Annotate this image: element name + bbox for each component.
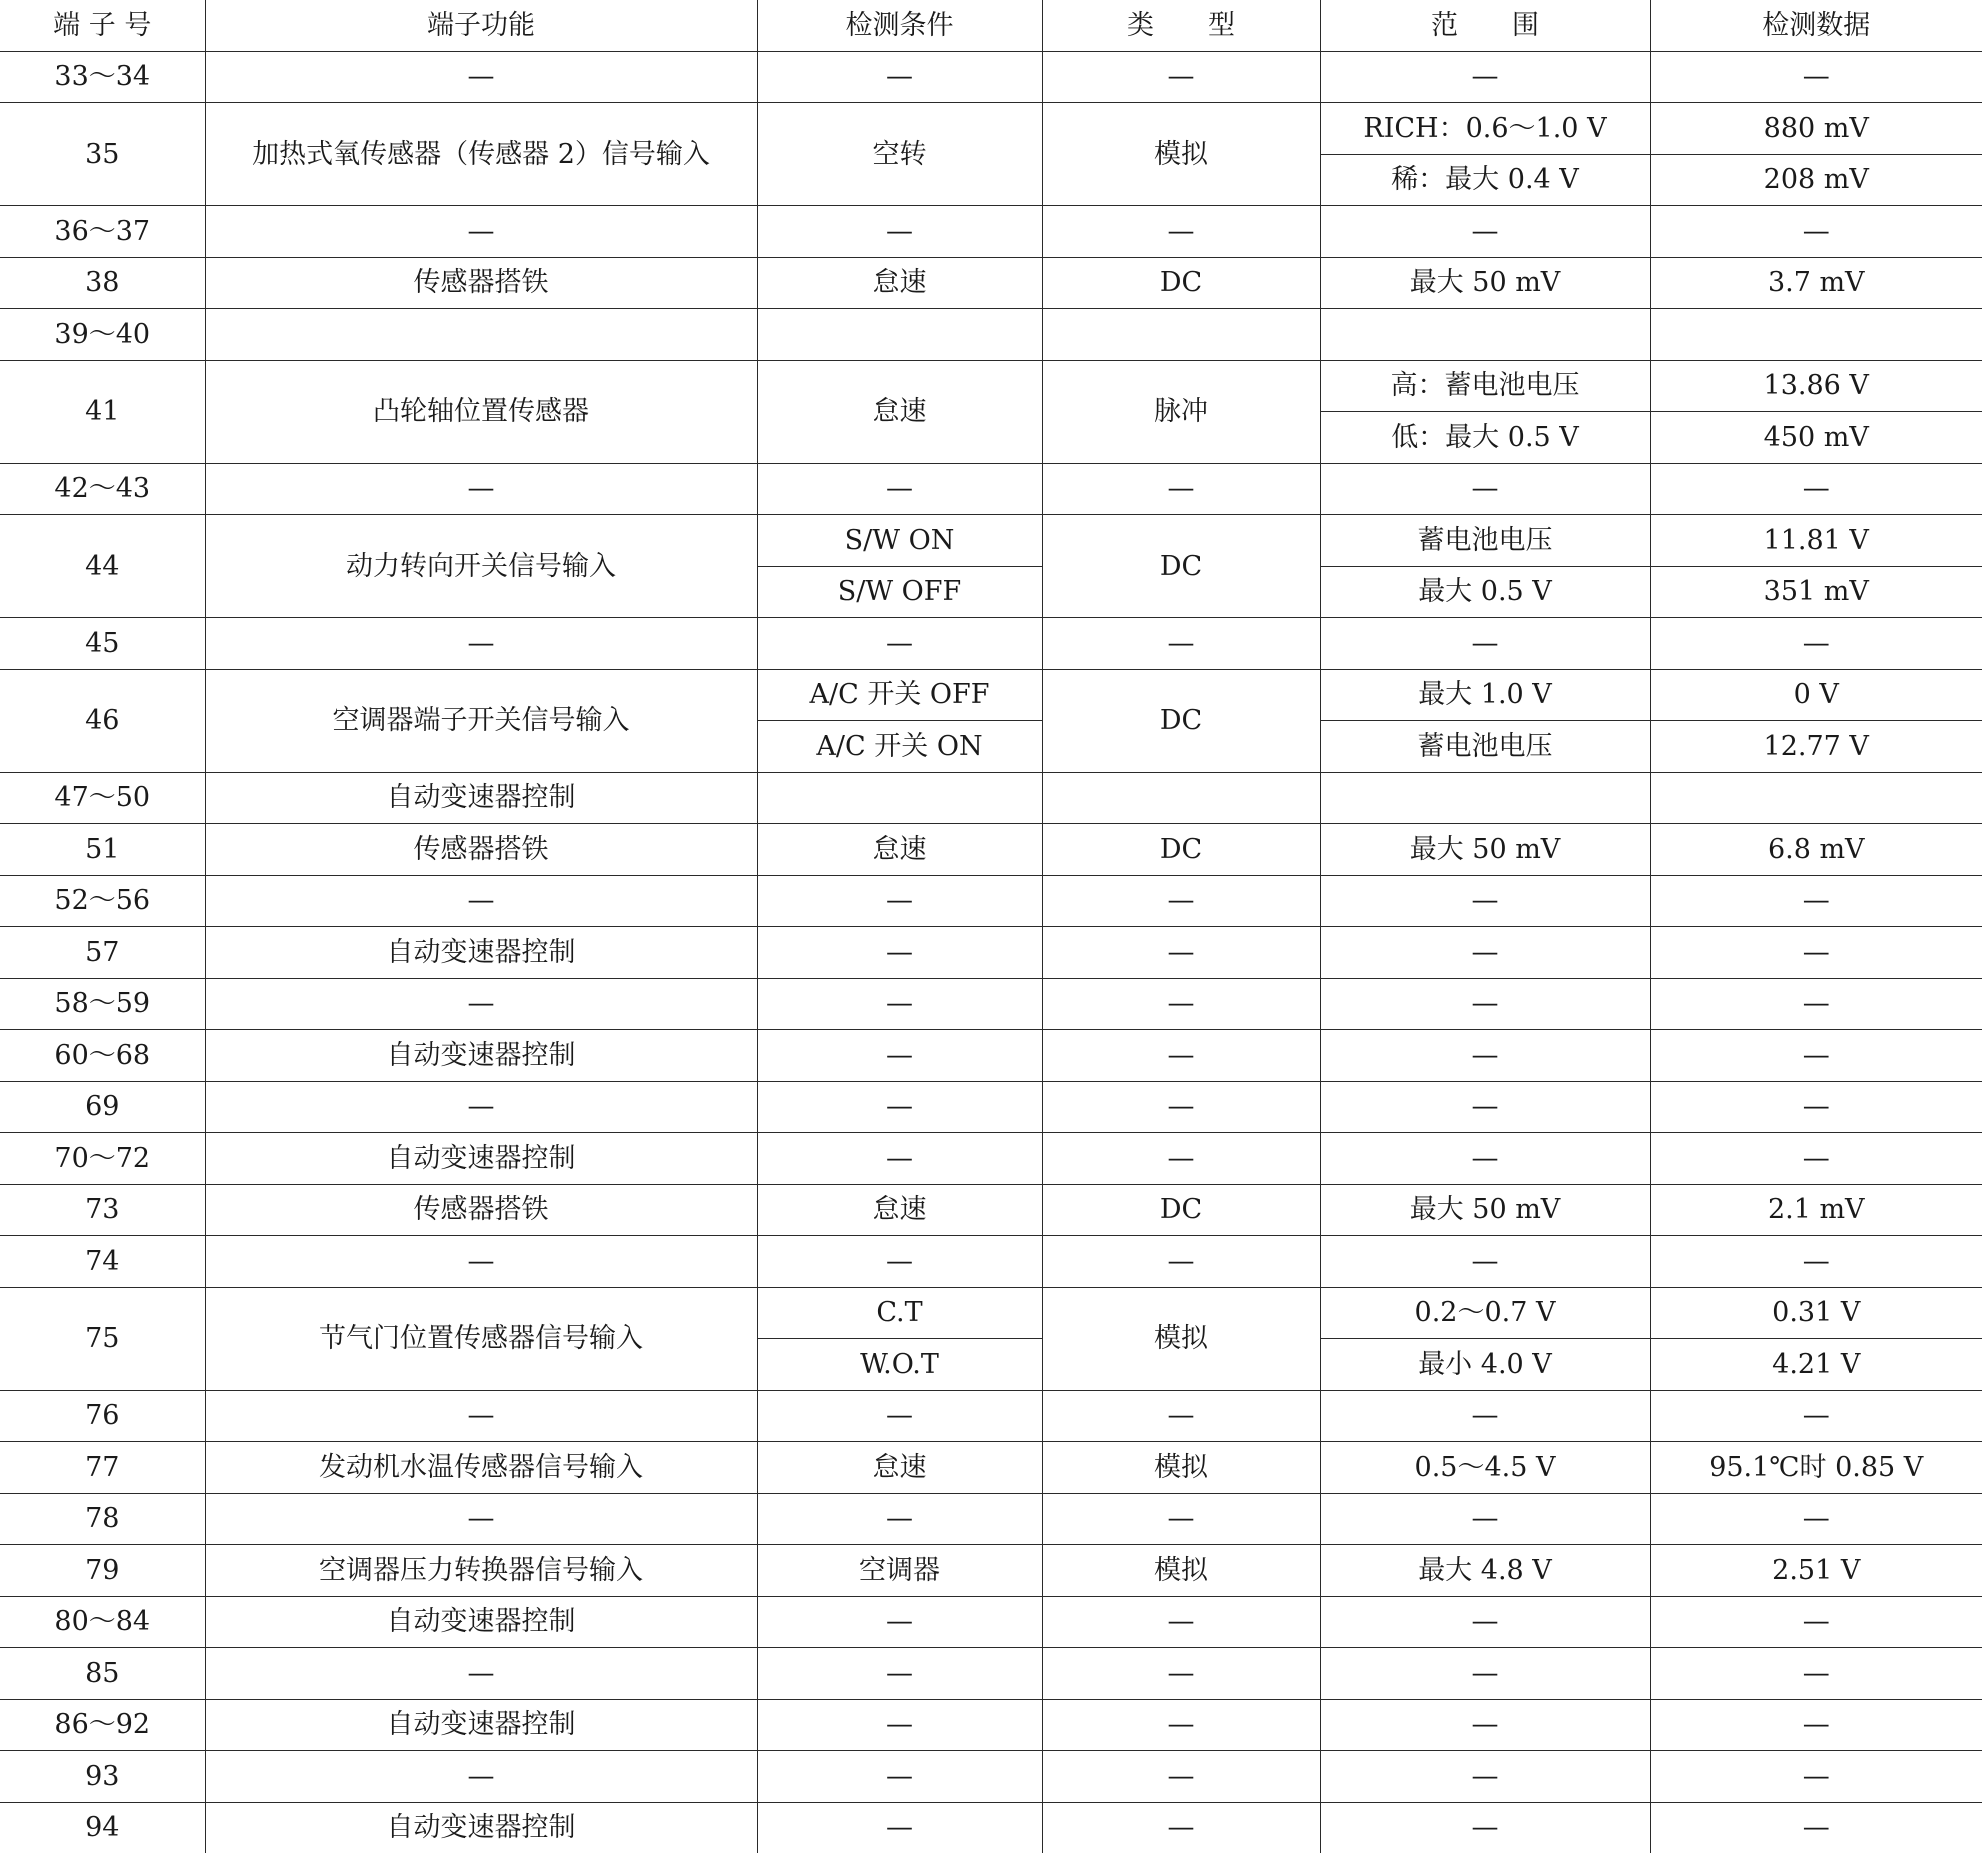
terminal-number-cell: 77 [0, 1442, 205, 1494]
table-row [0, 875, 1982, 927]
measured-data-cell: — [1650, 618, 1982, 670]
condition-cell: 空转 [757, 103, 1042, 206]
table-row [0, 1596, 1982, 1648]
terminal-number-cell: 85 [0, 1648, 205, 1700]
range-cell: — [1320, 1493, 1650, 1545]
table-row [0, 1699, 1982, 1751]
header-condition: 检测条件 [757, 0, 1042, 51]
terminal-function-cell: — [205, 463, 757, 515]
range-cell: 0.2～0.7 V [1320, 1287, 1650, 1339]
signal-type-cell: — [1042, 463, 1320, 515]
table-row [0, 1030, 1982, 1082]
measured-data-cell: — [1650, 206, 1982, 258]
table-row [0, 824, 1982, 876]
signal-type-cell: — [1042, 1390, 1320, 1442]
terminal-function-cell: — [205, 1648, 757, 1700]
condition-cell: 怠速 [757, 1442, 1042, 1494]
condition-cell: — [757, 1493, 1042, 1545]
condition-cell: — [757, 1751, 1042, 1803]
terminal-function-cell: 发动机水温传感器信号输入 [205, 1442, 757, 1494]
range-cell: — [1320, 1699, 1650, 1751]
signal-type-cell [1042, 309, 1320, 361]
signal-type-cell: — [1042, 51, 1320, 103]
range-cell: — [1320, 875, 1650, 927]
signal-type-cell: DC [1042, 824, 1320, 876]
terminal-function-cell: — [205, 1081, 757, 1133]
range-cell: — [1320, 1030, 1650, 1082]
range-cell: — [1320, 978, 1650, 1030]
terminal-function-cell: 节气门位置传感器信号输入 [205, 1287, 757, 1390]
table-row [0, 1184, 1982, 1236]
table-row [0, 51, 1982, 103]
table-row [0, 1442, 1982, 1494]
measured-data-cell: 3.7 mV [1650, 257, 1982, 309]
condition-cell: 怠速 [757, 257, 1042, 309]
range-cell: — [1320, 1751, 1650, 1803]
range-cell: — [1320, 51, 1650, 103]
header-function: 端子功能 [205, 0, 757, 51]
measured-data-cell: 208 mV [1650, 154, 1982, 206]
signal-type-cell: — [1042, 1236, 1320, 1288]
measured-data-cell: 13.86 V [1650, 360, 1982, 412]
condition-cell: 怠速 [757, 360, 1042, 463]
terminal-function-cell [205, 309, 757, 361]
table-row [0, 1493, 1982, 1545]
measured-data-cell: — [1650, 1648, 1982, 1700]
terminal-function-cell: — [205, 1751, 757, 1803]
terminal-number-cell: 39～40 [0, 309, 205, 361]
terminal-number-cell: 76 [0, 1390, 205, 1442]
measured-data-cell: — [1650, 1596, 1982, 1648]
condition-cell: — [757, 1648, 1042, 1700]
measured-data-cell: 0 V [1650, 669, 1982, 721]
range-cell: — [1320, 463, 1650, 515]
condition-cell: — [757, 51, 1042, 103]
condition-cell: — [757, 206, 1042, 258]
signal-type-cell: — [1042, 1802, 1320, 1853]
signal-type-cell: DC [1042, 1184, 1320, 1236]
measured-data-cell: — [1650, 1081, 1982, 1133]
terminal-function-cell: 自动变速器控制 [205, 1030, 757, 1082]
condition-cell: — [757, 875, 1042, 927]
terminal-function-cell: 自动变速器控制 [205, 1596, 757, 1648]
terminal-number-cell: 46 [0, 669, 205, 772]
signal-type-cell: — [1042, 1030, 1320, 1082]
signal-type-cell: — [1042, 1648, 1320, 1700]
range-cell: 最大 0.5 V [1320, 566, 1650, 618]
terminal-function-cell: — [205, 206, 757, 258]
measured-data-cell: 2.51 V [1650, 1545, 1982, 1597]
table-row [0, 515, 1982, 567]
table-row [0, 669, 1982, 721]
measured-data-cell: 450 mV [1650, 412, 1982, 464]
measured-data-cell: — [1650, 1493, 1982, 1545]
table-row [0, 257, 1982, 309]
terminal-function-cell: 动力转向开关信号输入 [205, 515, 757, 618]
table-row [0, 1236, 1982, 1288]
terminal-number-cell: 86～92 [0, 1699, 205, 1751]
signal-type-cell [1042, 772, 1320, 824]
terminal-number-cell: 57 [0, 927, 205, 979]
table-row [0, 1545, 1982, 1597]
measured-data-cell: 0.31 V [1650, 1287, 1982, 1339]
measured-data-cell: 95.1℃时 0.85 V [1650, 1442, 1982, 1494]
signal-type-cell: — [1042, 978, 1320, 1030]
terminal-number-cell: 38 [0, 257, 205, 309]
measured-data-cell: 880 mV [1650, 103, 1982, 155]
terminal-number-cell: 45 [0, 618, 205, 670]
measured-data-cell: — [1650, 1390, 1982, 1442]
measured-data-cell: — [1650, 1236, 1982, 1288]
signal-type-cell: DC [1042, 257, 1320, 309]
range-cell: 蓄电池电压 [1320, 721, 1650, 773]
signal-type-cell: 模拟 [1042, 1545, 1320, 1597]
terminal-function-cell: 传感器搭铁 [205, 824, 757, 876]
measured-data-cell: 11.81 V [1650, 515, 1982, 567]
table-row [0, 1081, 1982, 1133]
range-cell: 最小 4.0 V [1320, 1339, 1650, 1391]
range-cell [1320, 772, 1650, 824]
terminal-number-cell: 70～72 [0, 1133, 205, 1185]
signal-type-cell: — [1042, 1751, 1320, 1803]
measured-data-cell: — [1650, 927, 1982, 979]
terminal-number-cell: 78 [0, 1493, 205, 1545]
terminal-function-cell: 传感器搭铁 [205, 257, 757, 309]
signal-type-cell: — [1042, 927, 1320, 979]
range-cell: 最大 1.0 V [1320, 669, 1650, 721]
table-row [0, 360, 1982, 412]
measured-data-cell: — [1650, 1802, 1982, 1853]
condition-cell: A/C 开关 OFF [757, 669, 1042, 721]
signal-type-cell: — [1042, 875, 1320, 927]
condition-cell: S/W OFF [757, 566, 1042, 618]
signal-type-cell: 模拟 [1042, 103, 1320, 206]
condition-cell: — [757, 463, 1042, 515]
header-range: 范 围 [1320, 0, 1650, 51]
terminal-function-cell: 空调器端子开关信号输入 [205, 669, 757, 772]
condition-cell: A/C 开关 ON [757, 721, 1042, 773]
terminal-number-cell: 36～37 [0, 206, 205, 258]
measured-data-cell: — [1650, 875, 1982, 927]
terminal-number-cell: 75 [0, 1287, 205, 1390]
terminal-function-cell: — [205, 1493, 757, 1545]
condition-cell: 怠速 [757, 824, 1042, 876]
condition-cell: — [757, 1802, 1042, 1853]
condition-cell: W.O.T [757, 1339, 1042, 1391]
terminal-number-cell: 44 [0, 515, 205, 618]
signal-type-cell: 模拟 [1042, 1442, 1320, 1494]
terminal-number-cell: 58～59 [0, 978, 205, 1030]
terminal-number-cell: 51 [0, 824, 205, 876]
signal-type-cell: — [1042, 1699, 1320, 1751]
signal-type-cell: — [1042, 618, 1320, 670]
terminal-number-cell: 60～68 [0, 1030, 205, 1082]
terminal-number-cell: 74 [0, 1236, 205, 1288]
terminal-number-cell: 47～50 [0, 772, 205, 824]
range-cell: — [1320, 1648, 1650, 1700]
terminal-function-cell: 加热式氧传感器（传感器 2）信号输入 [205, 103, 757, 206]
measured-data-cell: 351 mV [1650, 566, 1982, 618]
range-cell: 高：蓄电池电压 [1320, 360, 1650, 412]
range-cell: — [1320, 1133, 1650, 1185]
signal-type-cell: — [1042, 206, 1320, 258]
terminal-function-cell: — [205, 1236, 757, 1288]
measured-data-cell: — [1650, 1751, 1982, 1803]
range-cell: 蓄电池电压 [1320, 515, 1650, 567]
terminal-function-cell: 自动变速器控制 [205, 772, 757, 824]
terminal-number-cell: 80～84 [0, 1596, 205, 1648]
table-row [0, 978, 1982, 1030]
measured-data-cell: — [1650, 463, 1982, 515]
terminal-number-cell: 52～56 [0, 875, 205, 927]
terminal-number-cell: 93 [0, 1751, 205, 1803]
range-cell: — [1320, 618, 1650, 670]
measured-data-cell: 6.8 mV [1650, 824, 1982, 876]
condition-cell: — [757, 1699, 1042, 1751]
terminal-function-cell: 自动变速器控制 [205, 927, 757, 979]
header-data: 检测数据 [1650, 0, 1982, 51]
header-type: 类 型 [1042, 0, 1320, 51]
range-cell: 最大 50 mV [1320, 824, 1650, 876]
table-row [0, 103, 1982, 155]
table-body [0, 51, 1982, 1853]
condition-cell: — [757, 927, 1042, 979]
signal-type-cell: 模拟 [1042, 1287, 1320, 1390]
terminal-function-cell: — [205, 618, 757, 670]
measured-data-cell: — [1650, 1030, 1982, 1082]
terminal-function-cell: 传感器搭铁 [205, 1184, 757, 1236]
table-row [0, 772, 1982, 824]
condition-cell: — [757, 1030, 1042, 1082]
measured-data-cell [1650, 309, 1982, 361]
range-cell: 稀：最大 0.4 V [1320, 154, 1650, 206]
condition-cell: — [757, 1596, 1042, 1648]
terminal-function-cell: 自动变速器控制 [205, 1699, 757, 1751]
condition-cell: S/W ON [757, 515, 1042, 567]
terminal-number-cell: 42～43 [0, 463, 205, 515]
signal-type-cell: — [1042, 1596, 1320, 1648]
table-row [0, 1287, 1982, 1339]
table-row [0, 1802, 1982, 1853]
measured-data-cell: — [1650, 1699, 1982, 1751]
terminal-function-cell: 凸轮轴位置传感器 [205, 360, 757, 463]
measured-data-cell: — [1650, 1133, 1982, 1185]
measured-data-cell: — [1650, 51, 1982, 103]
terminal-function-cell: 空调器压力转换器信号输入 [205, 1545, 757, 1597]
signal-type-cell: DC [1042, 669, 1320, 772]
condition-cell: — [757, 1133, 1042, 1185]
terminal-function-cell: — [205, 1390, 757, 1442]
table-header-row [0, 0, 1982, 51]
condition-cell: — [757, 1390, 1042, 1442]
terminal-function-cell: — [205, 51, 757, 103]
range-cell: — [1320, 1596, 1650, 1648]
condition-cell: — [757, 1236, 1042, 1288]
condition-cell: — [757, 618, 1042, 670]
range-cell: 最大 50 mV [1320, 1184, 1650, 1236]
range-cell: RICH：0.6～1.0 V [1320, 103, 1650, 155]
terminal-number-cell: 41 [0, 360, 205, 463]
signal-type-cell: — [1042, 1081, 1320, 1133]
range-cell [1320, 309, 1650, 361]
condition-cell: — [757, 978, 1042, 1030]
measured-data-cell: 4.21 V [1650, 1339, 1982, 1391]
signal-type-cell: DC [1042, 515, 1320, 618]
range-cell: — [1320, 927, 1650, 979]
table-row [0, 1751, 1982, 1803]
table-row [0, 1133, 1982, 1185]
table-row [0, 927, 1982, 979]
range-cell: 最大 50 mV [1320, 257, 1650, 309]
terminal-function-cell: 自动变速器控制 [205, 1133, 757, 1185]
condition-cell: — [757, 1081, 1042, 1133]
terminal-function-cell: — [205, 978, 757, 1030]
condition-cell [757, 772, 1042, 824]
range-cell: 最大 4.8 V [1320, 1545, 1650, 1597]
range-cell: — [1320, 1081, 1650, 1133]
table-row [0, 618, 1982, 670]
measured-data-cell: 2.1 mV [1650, 1184, 1982, 1236]
condition-cell: 怠速 [757, 1184, 1042, 1236]
range-cell: — [1320, 206, 1650, 258]
terminal-number-cell: 35 [0, 103, 205, 206]
header-terminal: 端 子 号 [0, 0, 205, 51]
condition-cell [757, 309, 1042, 361]
range-cell: — [1320, 1390, 1650, 1442]
terminal-number-cell: 69 [0, 1081, 205, 1133]
range-cell: — [1320, 1802, 1650, 1853]
terminal-function-cell: — [205, 875, 757, 927]
signal-type-cell: — [1042, 1133, 1320, 1185]
terminal-number-cell: 73 [0, 1184, 205, 1236]
signal-type-cell: — [1042, 1493, 1320, 1545]
table-row [0, 206, 1982, 258]
range-cell: 0.5～4.5 V [1320, 1442, 1650, 1494]
table-row [0, 309, 1982, 361]
measured-data-cell [1650, 772, 1982, 824]
measured-data-cell: 12.77 V [1650, 721, 1982, 773]
terminal-number-cell: 94 [0, 1802, 205, 1853]
terminal-function-cell: 自动变速器控制 [205, 1802, 757, 1853]
table-row [0, 463, 1982, 515]
range-cell: 低：最大 0.5 V [1320, 412, 1650, 464]
terminal-number-cell: 33～34 [0, 51, 205, 103]
condition-cell: 空调器 [757, 1545, 1042, 1597]
condition-cell: C.T [757, 1287, 1042, 1339]
range-cell: — [1320, 1236, 1650, 1288]
signal-type-cell: 脉冲 [1042, 360, 1320, 463]
measured-data-cell: — [1650, 978, 1982, 1030]
table-row [0, 1390, 1982, 1442]
table-row [0, 1648, 1982, 1700]
terminal-number-cell: 79 [0, 1545, 205, 1597]
